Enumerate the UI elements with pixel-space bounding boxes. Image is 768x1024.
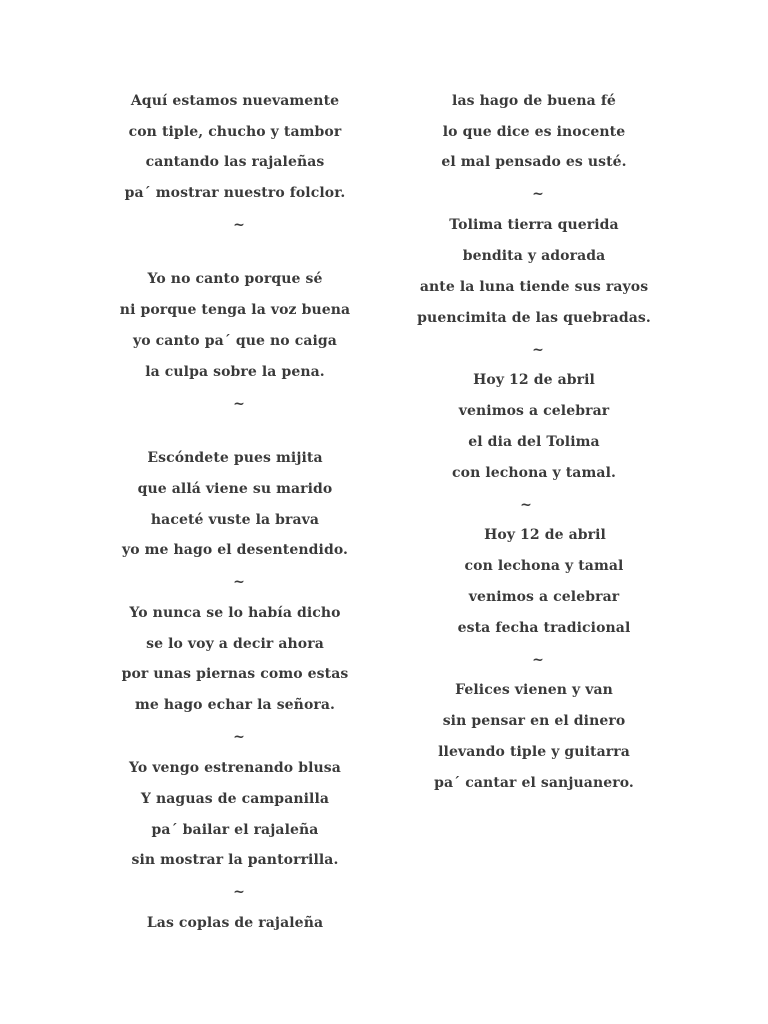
verse-line: ni porque tenga la voz buena — [119, 302, 351, 318]
verse-line: puencimita de las quebradas. — [417, 310, 651, 326]
verse-line: con tiple, chucho y tambor — [128, 124, 342, 140]
verse-line: haceté vuste la brava — [150, 512, 320, 528]
verse-line: con lechona y tamal — [464, 558, 624, 574]
verse-line: la culpa sobre la pena. — [145, 364, 325, 380]
verse-line: Tolima tierra querida — [449, 217, 619, 233]
verse-line: venimos a celebrar — [458, 403, 610, 419]
verse-line: Hoy 12 de abril — [473, 372, 595, 388]
stanza-separator: ~ — [233, 729, 245, 745]
stanza-separator: ~ — [233, 884, 245, 900]
verse-line: Las coplas de rajaleña — [146, 915, 324, 931]
verse-line: que allá viene su marido — [137, 481, 333, 497]
verse-line: el mal pensado es usté. — [441, 154, 627, 170]
verse-line: llevando tiple y guitarra — [438, 744, 630, 760]
stanza-separator: ~ — [233, 217, 245, 233]
verse-line: el dia del Tolima — [468, 434, 600, 450]
stanza-separator: ~ — [532, 342, 544, 358]
verse-line: Yo nunca se lo había dicho — [129, 605, 341, 621]
stanza-separator: ~ — [233, 396, 245, 412]
verse-line: Aquí estamos nuevamente — [130, 93, 340, 109]
verse-line: Yo no canto porque sé — [147, 271, 323, 287]
verse-line: venimos a celebrar — [468, 589, 620, 605]
verse-line: yo canto pa´ que no caiga — [133, 333, 337, 349]
stanza-separator: ~ — [532, 652, 544, 668]
verse-line: Yo vengo estrenando blusa — [129, 760, 341, 776]
stanza-separator: ~ — [233, 574, 245, 590]
verse-line: pa´ bailar el rajaleña — [151, 822, 319, 838]
verse-line: Y naguas de campanilla — [140, 791, 330, 807]
verse-line: pa´ mostrar nuestro folclor. — [124, 185, 346, 201]
verse-line: sin pensar en el dinero — [442, 713, 626, 729]
stanza-separator: ~ — [520, 497, 532, 513]
verse-line: sin mostrar la pantorrilla. — [131, 852, 339, 868]
verse-line: yo me hago el desentendido. — [121, 542, 349, 558]
verse-line: cantando las rajaleñas — [145, 154, 325, 170]
stanza-separator: ~ — [532, 186, 544, 202]
verse-line: se lo voy a decir ahora — [146, 636, 324, 652]
verse-line: lo que dice es inocente — [442, 124, 626, 140]
verse-line: me hago echar la señora. — [134, 697, 336, 713]
verse-line: por unas piernas como estas — [121, 666, 349, 682]
verse-line: pa´ cantar el sanjuanero. — [434, 775, 634, 791]
verse-line: Escóndete pues mijita — [147, 450, 323, 466]
verse-line: esta fecha tradicional — [457, 620, 631, 636]
verse-line: Hoy 12 de abril — [484, 527, 606, 543]
verse-line: bendita y adorada — [462, 248, 606, 264]
verse-line: las hago de buena fé — [452, 93, 616, 109]
verse-line: Felices vienen y van — [455, 682, 613, 698]
verse-line: ante la luna tiende sus rayos — [419, 279, 649, 295]
verse-line: con lechona y tamal. — [452, 465, 616, 481]
